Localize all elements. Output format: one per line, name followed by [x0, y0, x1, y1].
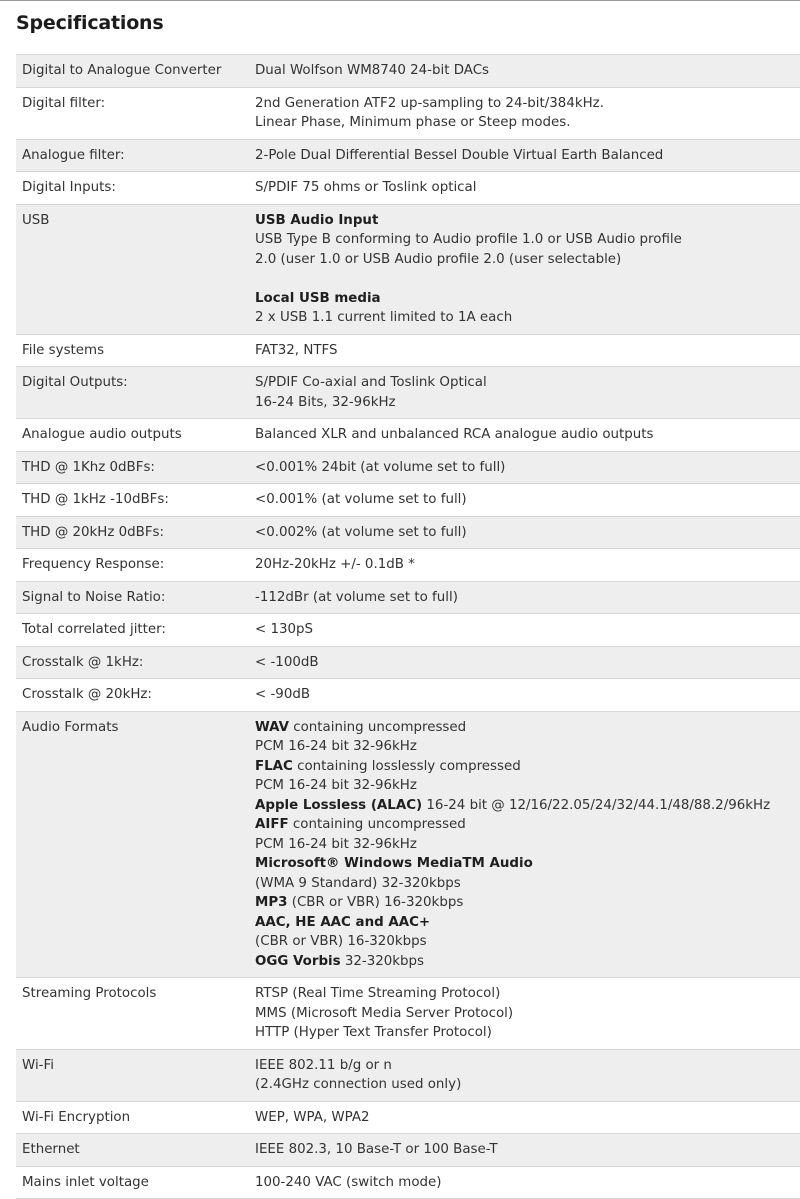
spec-row: [16, 1166, 800, 1199]
spec-value-line: [255, 620, 794, 640]
spec-value-line: [255, 718, 794, 738]
spec-value-text: (CBR or VBR) 16-320kbps: [255, 934, 427, 949]
spec-value-text: HTTP (Hyper Text Transfer Protocol): [255, 1025, 492, 1040]
specifications-table-body: [16, 55, 800, 1199]
spec-label: USB: [16, 204, 249, 334]
spec-value-line: [255, 854, 794, 874]
spec-value-emphasis: FLAC: [255, 758, 293, 774]
spec-value-text: RTSP (Real Time Streaming Protocol): [255, 986, 501, 1001]
spec-value-text: Linear Phase, Minimum phase or Steep modes.: [255, 115, 571, 130]
spec-value-text: (CBR or VBR) 16-320kbps: [287, 895, 464, 910]
spec-value: [249, 711, 800, 978]
spec-value: [249, 55, 800, 88]
spec-label: Crosstalk @ 20kHz:: [16, 679, 249, 712]
spec-row: [16, 484, 800, 517]
spec-value: [249, 549, 800, 582]
spec-value-line: [255, 146, 794, 166]
spec-row: [16, 1134, 800, 1167]
spec-row: [16, 87, 800, 139]
spec-value-line: [255, 1075, 794, 1095]
spec-value-line: [255, 490, 794, 510]
spec-value-text: < -90dB: [255, 687, 311, 702]
spec-value-line: [255, 1056, 794, 1076]
spec-value-text: S/PDIF Co-axial and Toslink Optical: [255, 375, 487, 390]
spec-value-line: [255, 796, 794, 816]
spec-label: Wi-Fi Encryption: [16, 1101, 249, 1134]
spec-value-text: 2nd Generation ATF2 up-sampling to 24-bit/384kHz.: [255, 95, 604, 111]
spec-label: Digital to Analogue Converter: [16, 55, 249, 88]
spec-row: [16, 549, 800, 582]
spec-row: [16, 978, 800, 1050]
spec-value-line: [255, 1023, 794, 1043]
spec-value: [249, 614, 800, 647]
spec-value-emphasis: Microsoft® Windows MediaTM Audio: [255, 856, 533, 871]
spec-value-line: [255, 932, 794, 952]
spec-value-text: containing uncompressed: [289, 719, 467, 735]
spec-value-text: WEP, WPA, WPA2: [255, 1109, 370, 1125]
spec-value-line: [255, 1140, 794, 1160]
spec-row: [16, 55, 800, 88]
spec-value-emphasis: AAC, HE AAC and AAC+: [255, 914, 431, 930]
spec-label: THD @ 1Khz 0dBFs:: [16, 451, 249, 484]
spec-value: [249, 419, 800, 452]
spec-value-text: (2.4GHz connection used only): [255, 1077, 462, 1092]
spec-value-text: PCM 16-24 bit 32-96kHz: [255, 836, 417, 852]
spec-value-text: (WMA 9 Standard) 32-320kbps: [255, 875, 461, 891]
spec-value-line: [255, 341, 794, 361]
spec-value-text: 2-Pole Dual Differential Bessel Double Virtual Earth Balanced: [255, 147, 664, 163]
specifications-table: [16, 54, 800, 1199]
spec-value: [249, 204, 800, 334]
spec-value-line: [255, 425, 794, 445]
spec-value-line: [255, 94, 794, 114]
spec-label: Mains inlet voltage: [16, 1166, 249, 1199]
spec-value-line: [255, 523, 794, 543]
spec-value-line: [255, 653, 794, 673]
spec-value-line: [255, 289, 794, 309]
spec-value: [249, 679, 800, 712]
spec-row: [16, 367, 800, 419]
spec-row: [16, 1101, 800, 1134]
spec-label: Frequency Response:: [16, 549, 249, 582]
spec-row: [16, 516, 800, 549]
spec-value-line: [255, 250, 794, 270]
top-border: [0, 0, 800, 1]
spec-value-text: containing uncompressed: [288, 817, 466, 832]
spec-value-text: Balanced XLR and unbalanced RCA analogue audio outputs: [255, 427, 654, 442]
spec-label: THD @ 20kHz 0dBFs:: [16, 516, 249, 549]
spec-value-text: IEEE 802.3, 10 Base-T or 100 Base-T: [255, 1142, 498, 1157]
spec-value-emphasis: Apple Lossless (ALAC): [255, 797, 423, 813]
spec-value-line: [255, 1173, 794, 1193]
spec-value-line: [255, 685, 794, 705]
spec-label: Audio Formats: [16, 711, 249, 978]
spec-value: [249, 1049, 800, 1101]
spec-value-line: [255, 1108, 794, 1128]
spec-label: Digital Outputs:: [16, 367, 249, 419]
spec-row: [16, 1049, 800, 1101]
spec-value-text: MMS (Microsoft Media Server Protocol): [255, 1005, 514, 1021]
spec-value-text: PCM 16-24 bit 32-96kHz: [255, 739, 417, 754]
spec-row: [16, 614, 800, 647]
spec-label: Streaming Protocols: [16, 978, 249, 1050]
spec-label: THD @ 1kHz -10dBFs:: [16, 484, 249, 517]
spec-value-line: [255, 776, 794, 796]
spec-value-text: S/PDIF 75 ohms or Toslink optical: [255, 180, 477, 195]
spec-value-text: FAT32, NTFS: [255, 342, 338, 358]
spec-value-emphasis: MP3: [255, 895, 288, 910]
spec-value-line: [255, 737, 794, 757]
spec-value-text: 100-240 VAC (switch mode): [255, 1174, 442, 1190]
spec-label: Analogue filter:: [16, 139, 249, 172]
spec-label: Digital filter:: [16, 87, 249, 139]
spec-value: [249, 978, 800, 1050]
spec-row: [16, 172, 800, 205]
spec-value: [249, 581, 800, 614]
spec-label: Total correlated jitter:: [16, 614, 249, 647]
spec-value-line: [255, 815, 794, 835]
spec-row: [16, 139, 800, 172]
spec-row: [16, 581, 800, 614]
spec-value: [249, 484, 800, 517]
spec-value-text: 32-320kbps: [340, 953, 425, 969]
spec-value-line: [255, 178, 794, 198]
spec-value-text: containing losslessly compressed: [292, 758, 521, 774]
spec-value-line: [255, 984, 794, 1004]
spec-value: [249, 646, 800, 679]
spec-row: [16, 711, 800, 978]
spec-value-text: PCM 16-24 bit 32-96kHz: [255, 778, 417, 793]
spec-value: [249, 1166, 800, 1199]
spec-label: Digital Inputs:: [16, 172, 249, 205]
spec-row: [16, 679, 800, 712]
page-title: Specifications: [16, 12, 164, 34]
spec-value-emphasis: Local USB media: [255, 290, 381, 306]
spec-value-text: 16-24 Bits, 32-96kHz: [255, 394, 396, 410]
spec-value-text: < -100dB: [255, 654, 319, 670]
spec-label: Crosstalk @ 1kHz:: [16, 646, 249, 679]
spec-value-text: 2 x USB 1.1 current limited to 1A each: [255, 310, 513, 325]
spec-value-line: [255, 373, 794, 393]
spec-value-line: [255, 61, 794, 81]
spec-value-line: [255, 893, 794, 913]
spec-value-emphasis: WAV: [255, 719, 289, 735]
spec-label: Wi-Fi: [16, 1049, 249, 1101]
spec-row: [16, 204, 800, 334]
spec-value: [249, 139, 800, 172]
spec-value-text: <0.001% (at volume set to full): [255, 492, 467, 507]
spec-value-line: [255, 588, 794, 608]
spec-value-text: -112dBr (at volume set to full): [255, 589, 458, 605]
spec-value-line: [255, 113, 794, 133]
spec-value-line: [255, 308, 794, 328]
spec-value-text: 16-24 bit @ 12/16/22.05/24/32/44.1/48/88.2/96kHz: [422, 797, 771, 813]
spec-value-line: [255, 835, 794, 855]
spec-value: [249, 451, 800, 484]
spec-value-text: Dual Wolfson WM8740 24-bit DACs: [255, 63, 490, 78]
spec-value-line: [255, 555, 794, 575]
spec-value: [249, 516, 800, 549]
spec-value: [249, 172, 800, 205]
spec-value: [249, 87, 800, 139]
spec-label: File systems: [16, 334, 249, 367]
spec-row: [16, 451, 800, 484]
spec-value-text: IEEE 802.11 b/g or n: [255, 1057, 392, 1073]
spec-row: [16, 334, 800, 367]
spec-value-line: [255, 913, 794, 933]
spec-value: [249, 367, 800, 419]
spec-row: [16, 646, 800, 679]
spec-value-line: [255, 757, 794, 777]
spec-label: Analogue audio outputs: [16, 419, 249, 452]
spec-value-emphasis: OGG Vorbis: [255, 953, 341, 969]
spec-value-line: [255, 230, 794, 250]
spec-label: Signal to Noise Ratio:: [16, 581, 249, 614]
spec-value: [249, 1134, 800, 1167]
spec-value-line: [255, 393, 794, 413]
spec-value-line: [255, 458, 794, 478]
spec-value: [249, 1101, 800, 1134]
spec-value-text: 20Hz-20kHz +/- 0.1dB *: [255, 557, 415, 572]
spec-value-line: [255, 952, 794, 972]
spec-value-emphasis: USB Audio Input: [255, 212, 379, 228]
spec-value-line: [255, 874, 794, 894]
spec-value-text: <0.001% 24bit (at volume set to full): [255, 459, 506, 475]
spec-value-emphasis: AIFF: [255, 817, 289, 832]
spec-value-text: <0.002% (at volume set to full): [255, 524, 467, 540]
spec-value-text: < 130pS: [255, 622, 314, 637]
spec-value-text: 2.0 (user 1.0 or USB Audio profile 2.0 (user selectable): [255, 251, 622, 267]
spec-value-line: [255, 1004, 794, 1024]
spec-label: Ethernet: [16, 1134, 249, 1167]
spec-value-text: USB Type B conforming to Audio profile 1.0 or USB Audio profile: [255, 232, 682, 247]
spec-row: [16, 419, 800, 452]
spec-value: [249, 334, 800, 367]
spec-value-line: [255, 269, 794, 289]
spec-value-line: [255, 211, 794, 231]
